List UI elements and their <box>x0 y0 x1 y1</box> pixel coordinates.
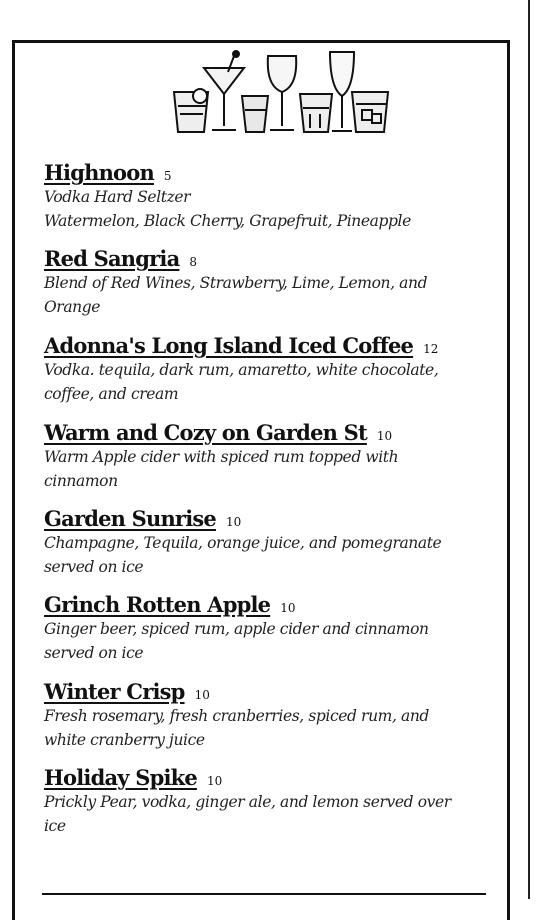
item-price: 10 <box>225 515 242 529</box>
item-description <box>44 704 504 752</box>
item-description <box>44 358 504 406</box>
item-description <box>44 185 504 233</box>
menu-item-holiday-spike <box>44 765 504 838</box>
desc-line: Watermelon, Black Cherry, Grapefruit, Pineapple <box>44 212 411 230</box>
cocktail-glasses-icon <box>170 48 390 136</box>
desc-line: Prickly Pear, vodka, ginger ale, and lemon served over <box>44 793 451 811</box>
desc-line: cinnamon <box>44 472 118 490</box>
desc-line: Vodka. tequila, dark rum, amaretto, white chocolate, <box>44 361 439 379</box>
item-price: 12 <box>423 342 439 356</box>
item-price: 10 <box>206 774 223 788</box>
item-name: Highnoon <box>44 160 154 185</box>
item-description <box>44 445 504 493</box>
desc-line: Vodka Hard Seltzer <box>44 188 191 206</box>
desc-line: coffee, and cream <box>44 385 179 403</box>
desc-line: Warm Apple cider with spiced rum topped with <box>44 448 399 466</box>
menu-item-garden-sunrise <box>44 506 504 579</box>
desc-line: served on ice <box>44 558 144 576</box>
bottom-divider <box>42 893 486 895</box>
item-description <box>44 617 504 665</box>
item-price: 8 <box>189 255 198 269</box>
desc-line: Champagne, Tequila, orange juice, and pomegranate <box>44 534 442 552</box>
item-description <box>44 790 504 838</box>
item-name: Warm and Cozy on Garden St <box>44 420 367 445</box>
item-name: Adonna's Long Island Iced Coffee <box>44 333 414 358</box>
item-name: Grinch Rotten Apple <box>44 592 271 617</box>
desc-line: Ginger beer, spiced rum, apple cider and cinnamon <box>44 620 429 638</box>
page-edge-line <box>528 0 530 899</box>
menu-item-highnoon <box>44 160 504 233</box>
item-name: Garden Sunrise <box>44 506 216 531</box>
desc-line: Blend of Red Wines, Strawberry, Lime, Lemon, and <box>44 274 428 292</box>
menu-item-warm-and-cozy <box>44 420 504 493</box>
desc-line: Fresh rosemary, fresh cranberries, spiced rum, and <box>44 707 429 725</box>
menu-item-grinch-rotten-apple <box>44 592 504 665</box>
desc-line: Orange <box>44 298 101 316</box>
menu-item-long-island-iced-coffee <box>44 333 504 406</box>
item-description <box>44 531 504 579</box>
item-price: 10 <box>280 601 296 615</box>
desc-line: ice <box>44 817 66 835</box>
item-description <box>44 271 504 319</box>
menu-item-red-sangria <box>44 246 504 319</box>
desc-line: served on ice <box>44 644 144 662</box>
item-price: 5 <box>163 169 172 183</box>
item-name: Winter Crisp <box>44 679 185 704</box>
menu-item-winter-crisp <box>44 679 504 752</box>
item-price: 10 <box>376 429 393 443</box>
desc-line: white cranberry juice <box>44 731 205 749</box>
item-name: Holiday Spike <box>44 765 197 790</box>
item-price: 10 <box>194 688 210 702</box>
item-name: Red Sangria <box>44 246 180 271</box>
